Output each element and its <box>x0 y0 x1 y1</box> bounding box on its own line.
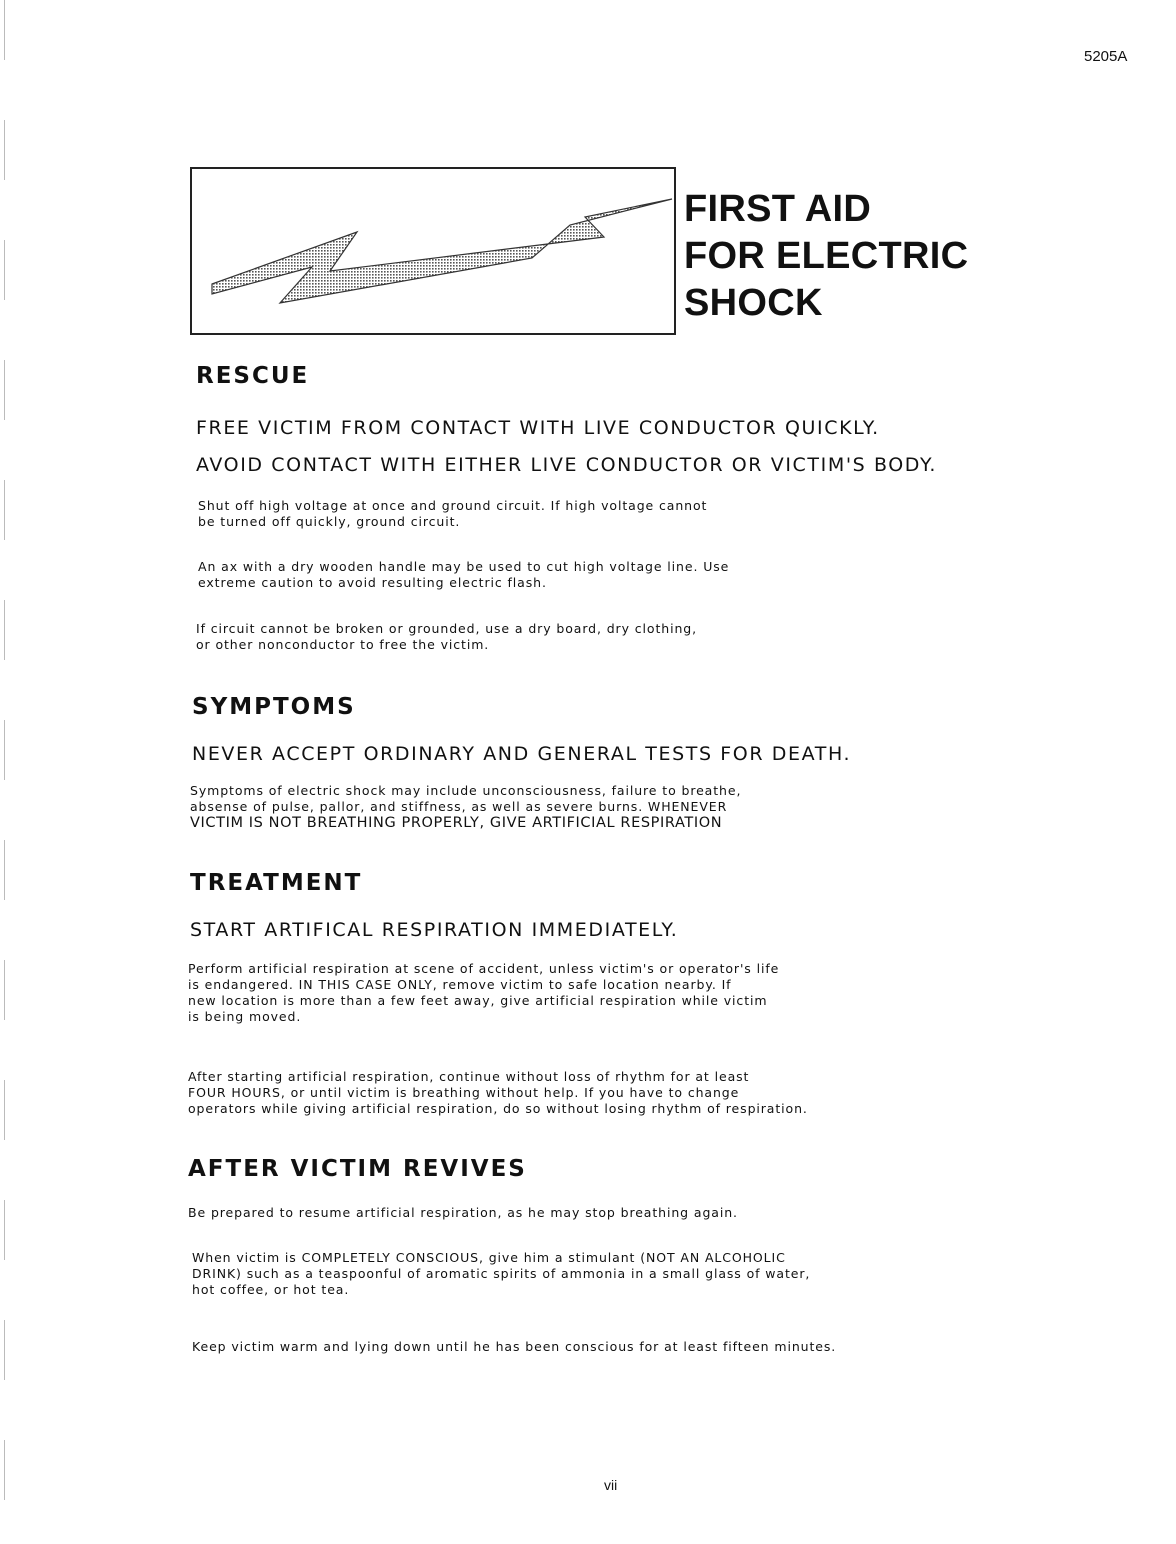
after-revives-paragraph: When victim is COMPLETELY CONSCIOUS, give him a stimulant (NOT AN ALCOHOLIC DRINK) such as a teaspoonful of aromatic spirits of ammonia in a small glass of water, hot coffee, or hot tea. <box>192 1250 811 1297</box>
document-number: 5205A <box>1084 48 1128 65</box>
banner-graphic-box <box>190 167 676 335</box>
symptoms-lead: NEVER ACCEPT ORDINARY AND GENERAL TESTS FOR DEATH. <box>192 743 852 765</box>
treatment-paragraph: Perform artificial respiration at scene of accident, unless victim's or operator's life is endangered. IN THIS CASE ONLY, remove victim to safe location nearby. If new location is more than a few feet away, give artificial respiration while victim is being moved. <box>188 961 780 1024</box>
treatment-heading: TREATMENT <box>190 870 363 896</box>
after-revives-paragraph: Be prepared to resume artificial respiration, as he may stop breathing again. <box>188 1205 738 1220</box>
page-number: vii <box>604 1477 618 1493</box>
page-edge-marks <box>4 0 5 1544</box>
after-revives-heading: AFTER VICTIM REVIVES <box>188 1156 527 1182</box>
banner-title <box>684 186 968 327</box>
rescue-paragraph: If circuit cannot be broken or grounded, use a dry board, dry clothing, or other nonconductor to free the victim. <box>196 621 697 652</box>
symptoms-paragraph: Symptoms of electric shock may include unconsciousness, failure to breathe, absense of pulse, pallor, and stiffness, as well as severe burns. WHENEVER VICTIM IS NOT BREATHING PROPERLY, GIVE ARTIFICIAL RESPIRATION <box>190 783 742 831</box>
banner-title-line: FIRST AID <box>684 188 872 230</box>
treatment-paragraph: After starting artificial respiration, continue without loss of rhythm for at least FOUR HOURS, or until victim is breathing without help. If you have to change operators while giving artificial respiration, do so without losing rhythm of respiration. <box>188 1069 808 1116</box>
treatment-lead: START ARTIFICAL RESPIRATION IMMEDIATELY. <box>190 919 679 941</box>
symptoms-heading: SYMPTOMS <box>192 694 356 720</box>
rescue-lead-1: FREE VICTIM FROM CONTACT WITH LIVE CONDUCTOR QUICKLY. <box>196 417 880 439</box>
after-revives-paragraph: Keep victim warm and lying down until he has been conscious for at least fifteen minutes. <box>192 1339 837 1354</box>
rescue-heading: RESCUE <box>196 363 310 389</box>
rescue-lead-2: AVOID CONTACT WITH EITHER LIVE CONDUCTOR OR VICTIM'S BODY. <box>196 454 937 476</box>
rescue-paragraph: Shut off high voltage at once and ground circuit. If high voltage cannot be turned off quickly, ground circuit. <box>198 498 708 529</box>
lightning-bolt-icon <box>192 169 678 337</box>
banner-title-line: FOR ELECTRIC <box>684 235 969 277</box>
rescue-paragraph: An ax with a dry wooden handle may be used to cut high voltage line. Use extreme caution to avoid resulting electric flash. <box>198 559 730 590</box>
banner-title-line: SHOCK <box>684 282 823 324</box>
